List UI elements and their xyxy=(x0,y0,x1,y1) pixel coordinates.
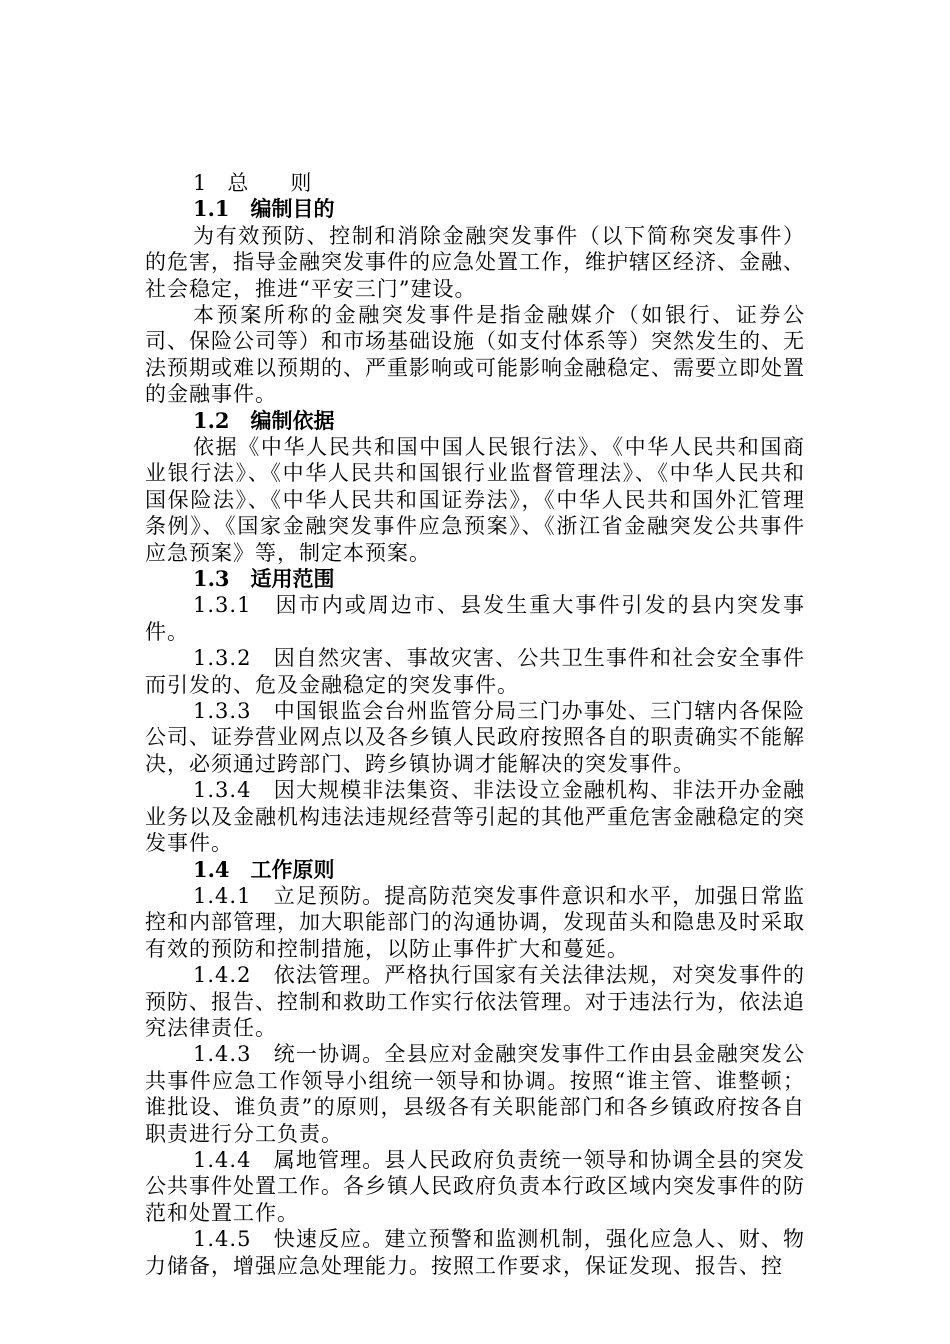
document-body xyxy=(145,170,805,1279)
paragraph: 1.3.4 因大规模非法集资、非法设立金融机构、非法开办金融业务以及金融机构违法违规经营等引起的其他严重危害金融稳定的突发事件。 xyxy=(145,778,805,856)
section-heading-1-2: 1.2 编制依据 xyxy=(193,407,335,433)
paragraph: 1.4.3 统一协调。全县应对金融突发事件工作由县金融突发公共事件应急工作领导小组统一领导和协调。按照“谁主管、谁整顿；谁批设、谁负责”的原则，县级各有关职能部门和各乡镇政府按各自职责进行分工负责。 xyxy=(145,1042,805,1146)
paragraph: 1.3.1 因市内或周边市、县发生重大事件引发的县内突发事件。 xyxy=(145,593,805,644)
paragraph: 1.4.2 依法管理。严格执行国家有关法律法规，对突发事件的预防、报告、控制和救助工作实行依法管理。对于违法行为，依法追究法律责任。 xyxy=(145,963,805,1040)
paragraph: 1.4.4 属地管理。县人民政府负责统一领导和协调全县的突发公共事件处置工作。各乡镇人民政府负责本行政区域内突发事件的防范和处置工作。 xyxy=(145,1147,805,1225)
section-heading-1-4: 1.4 工作原则 xyxy=(193,856,335,882)
paragraph: 1.4.1 立足预防。提高防范突发事件意识和水平，加强日常监控和内部管理，加大职能部门的沟通协调，发现苗头和隐患及时采取有效的预防和控制措施，以防止事件扩大和蔓延。 xyxy=(145,883,805,961)
paragraph: 依据《中华人民共和国中国人民银行法》、《中华人民共和国商业银行法》、《中华人民共和国银行业监督管理法》、《中华人民共和国保险法》、《中华人民共和国证券法》，《中华人民共和国外汇管理条例》、《国家金融突发事件应急预案》、《浙江省金融突发公共事件应急预案》等，制定本预案。 xyxy=(145,435,805,565)
section-heading-1-3: 1.3 适用范围 xyxy=(193,566,335,592)
chapter-title: 1 总 则 xyxy=(193,171,312,195)
paragraph: 1.3.3 中国银监会台州监管分局三门办事处、三门辖内各保险公司、证券营业网点以及各乡镇人民政府按照各自的职责确实不能解决，必须通过跨部门、跨乡镇协调才能解决的突发事件。 xyxy=(145,699,805,776)
paragraph: 本预案所称的金融突发事件是指金融媒介（如银行、证券公司、保险公司等）和市场基础设施（如支付体系等）突然发生的、无法预期或难以预期的、严重影响或可能影响金融稳定、需要立即处置的金融事件。 xyxy=(145,303,805,407)
paragraph: 1.4.5 快速反应。建立预警和监测机制，强化应急人、财、物力储备，增强应急处理能力。按照工作要求，保证发现、报告、控 xyxy=(145,1227,805,1278)
section-heading-1-1: 1.1 编制目的 xyxy=(193,196,335,222)
paragraph: 为有效预防、控制和消除金融突发事件（以下简称突发事件）的危害，指导金融突发事件的应急处置工作，维护辖区经济、金融、社会稳定，推进“平安三门”建设。 xyxy=(145,223,805,301)
paragraph: 1.3.2 因自然灾害、事故灾害、公共卫生事件和社会安全事件而引发的、危及金融稳定的突发事件。 xyxy=(145,646,805,697)
